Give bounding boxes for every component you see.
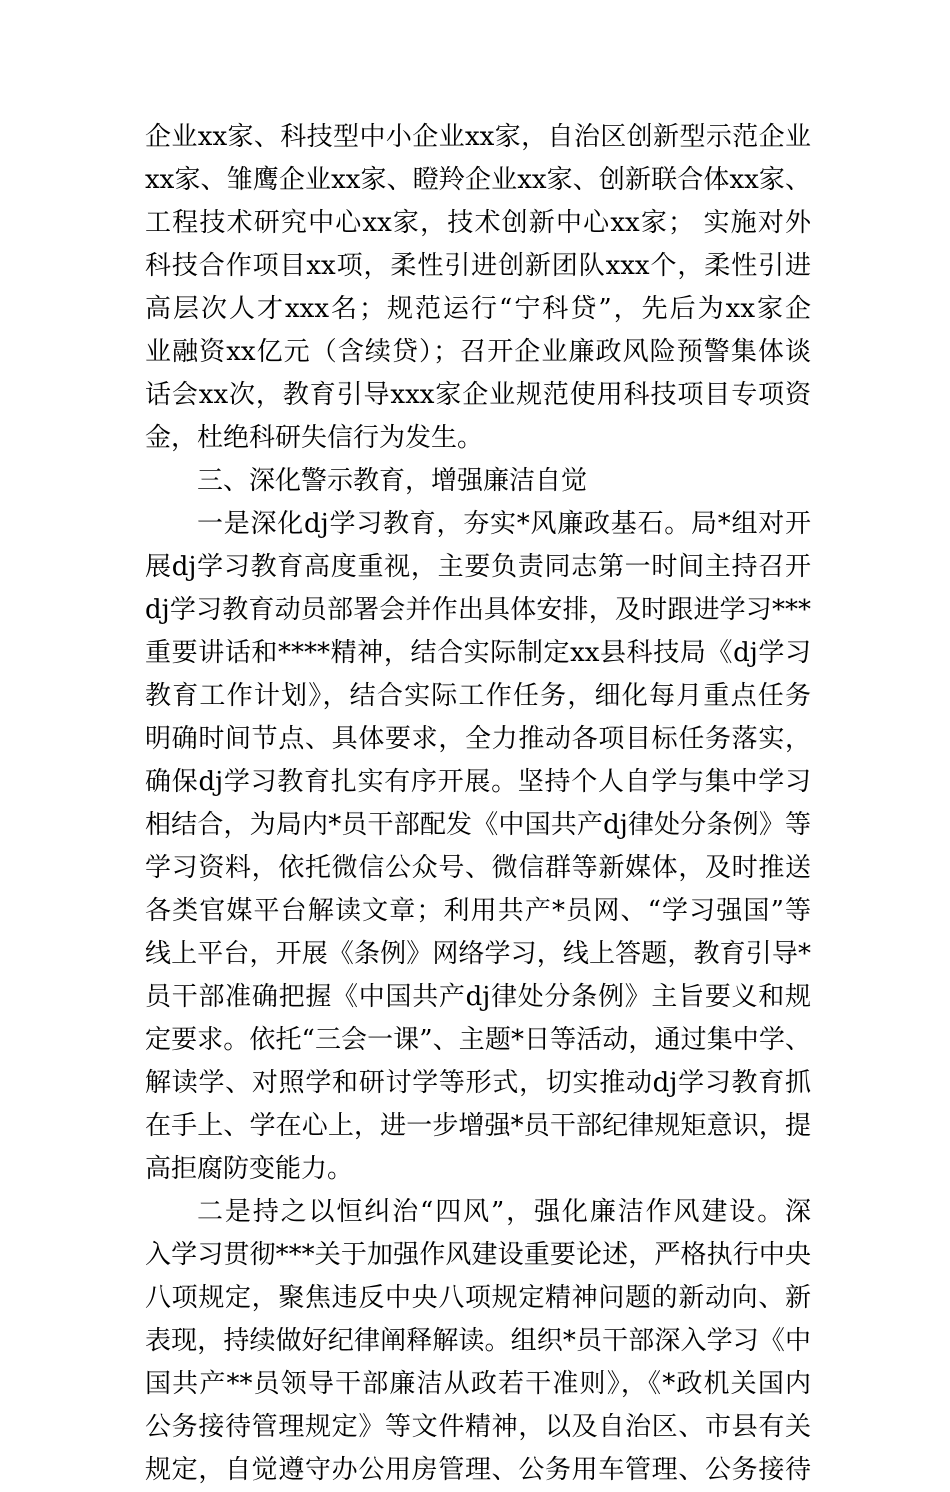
paragraph-line: 国共产**员领导干部廉洁从政若干准则》，《*政机关国内 [145,1369,811,1399]
paragraph-line: dj学习教育动员部署会并作出具体安排，及时跟进学习*** [145,595,811,625]
paragraph-line: 一是深化dj学习教育，夯实*风廉政基石。局*组对开 [197,509,811,539]
paragraph-line: 明确时间节点、具体要求，全力推动各项目标任务落实， [145,724,811,754]
paragraph-3 [145,1191,811,1492]
paragraph-line: 工程技术研究中心xx家，技术创新中心xx家； 实施对外 [145,208,811,238]
paragraph-line: 业融资xx亿元（含续贷）；召开企业廉政风险预警集体谈 [145,337,811,367]
paragraph-line: 规定，自觉遵守办公用房管理、公务用车管理、公务接待 [145,1455,811,1485]
paragraph-line: 重要讲话和****精神，结合实际制定xx县科技局《dj学习 [145,638,811,668]
paragraph-line: 解读学、对照学和研讨学等形式，切实推动dj学习教育抓 [145,1068,811,1098]
paragraph-line: 高拒腐防变能力。 [145,1154,354,1184]
paragraph-line: 线上平台，开展《条例》网络学习，线上答题，教育引导* [145,939,811,969]
paragraph-line: 企业xx家、科技型中小企业xx家，自治区创新型示范企业 [145,122,811,152]
paragraph-line: 二是持之以恒纠治“四风”，强化廉洁作风建设。深 [197,1197,811,1227]
paragraph-line: 科技合作项目xx项，柔性引进创新团队xxx个，柔性引进 [145,251,811,281]
paragraph-line: 展dj学习教育高度重视，主要负责同志第一时间主持召开 [145,552,811,582]
paragraph-line: 员干部准确把握《中国共产dj律处分条例》主旨要义和规 [145,982,811,1012]
paragraph-line: 八项规定，聚焦违反中央八项规定精神问题的新动向、新 [145,1283,811,1313]
paragraph-line: 相结合，为局内*员干部配发《中国共产dj律处分条例》等 [145,810,811,840]
paragraph-line: 话会xx次，教育引导xxx家企业规范使用科技项目专项资 [145,380,811,410]
paragraph-line: 学习资料，依托微信公众号、微信群等新媒体，及时推送 [145,853,811,883]
section-heading: 三、深化警示教育，增强廉洁自觉 [197,466,588,496]
paragraph-line: 教育工作计划》，结合实际工作任务，细化每月重点任务 [145,681,811,711]
paragraph-line: 定要求。依托“三会一课”、主题*日等活动，通过集中学、 [145,1025,811,1055]
paragraph-line: 各类官媒平台解读文章；利用共产*员网、“学习强国”等 [145,896,811,926]
paragraph-line: xx家、雏鹰企业xx家、瞪羚企业xx家、创新联合体xx家、 [145,165,811,195]
paragraph-line: 公务接待管理规定》等文件精神，以及自治区、市县有关 [145,1412,811,1442]
paragraph-line: 入学习贯彻***关于加强作风建设重要论述，严格执行中央 [145,1240,811,1270]
paragraph-line: 高层次人才xxx名；规范运行“宁科贷”，先后为xx家企 [145,294,811,324]
paragraph-2 [145,503,811,1191]
paragraph-line: 金，杜绝科研失信行为发生。 [145,423,484,453]
paragraph-1 [145,116,811,460]
paragraph-line: 表现，持续做好纪律阐释解读。组织*员干部深入学习《中 [145,1326,811,1356]
paragraph-line: 确保dj学习教育扎实有序开展。坚持个人自学与集中学习 [145,767,811,797]
paragraph-line: 在手上、学在心上，进一步增强*员干部纪律规矩意识，提 [145,1111,811,1141]
document-body [145,116,811,1492]
